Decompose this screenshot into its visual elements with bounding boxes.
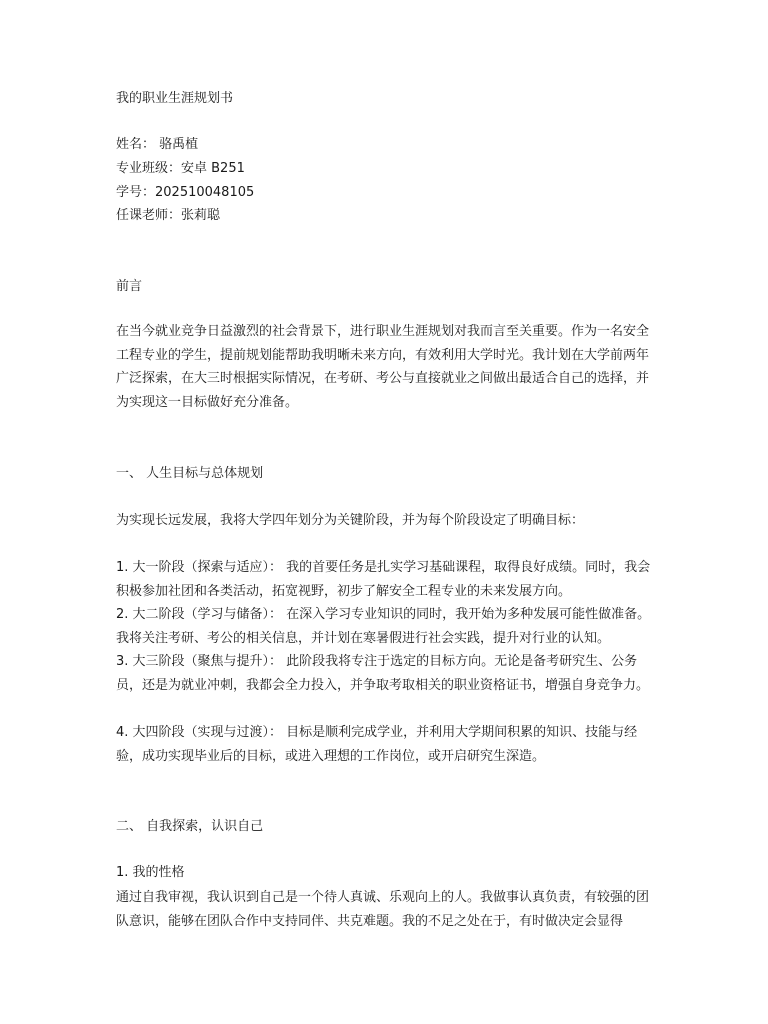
section2-sub1-body: 通过自我审视，我认识到自己是一个待人真诚、乐观向上的人。我做事认真负责，有较强的团队意识，能够在团队合作中支持同伴、共克难题。我的不足之处在于，有时做决定会显得	[116, 890, 650, 929]
section2-sub1-heading: 1. 我的性格	[116, 865, 185, 880]
preface-body: 在当今就业竞争日益激烈的社会背景下，进行职业生涯规划对我而言至关重要。作为一名安全工程专业的学生，提前规划能帮助我明晰未来方向，有效利用大学时光。我计划在大学前两年广泛探索，在大三时根据实际情况，在考研、考公与直接就业之间做出最适合自己的选择，并为实现这一目标做好充分准备。	[116, 324, 650, 410]
info-teacher: 任课老师：张莉聪	[116, 208, 221, 223]
section1-item-4: 4. 大四阶段（实现与过渡）： 目标是顺利完成学业，并利用大学期间积累的知识、技能与经验，成功实现毕业后的目标，或进入理想的工作岗位，或开启研究生深造。	[116, 725, 638, 764]
info-student-id: 学号：202510048105	[116, 185, 255, 200]
section1-item-1: 1. 大一阶段（探索与适应）： 我的首要任务是扎实学习基础课程，取得良好成绩。同时，我会积极参加社团和各类活动，拓宽视野，初步了解安全工程专业的未来发展方向。	[116, 560, 651, 599]
section1-item-2: 2. 大二阶段（学习与储备）： 在深入学习专业知识的同时，我开始为多种发展可能性做准备。我将关注考研、考公的相关信息，并计划在寒暑假进行社会实践，提升对行业的认知。	[116, 607, 651, 646]
info-name: 姓名： 骆禹植	[116, 137, 199, 152]
section1-item-3: 3. 大三阶段（聚焦与提升）： 此阶段我将专注于选定的目标方向。无论是备考研究生、公务员，还是为就业冲刺，我都会全力投入，并争取考取相关的职业资格证书，增强自身竞争力。	[116, 654, 650, 693]
preface-heading: 前言	[116, 279, 143, 294]
section1-heading: 一、 人生目标与总体规划	[116, 466, 264, 481]
info-class: 专业班级：安卓 B251	[116, 161, 245, 176]
section1-intro: 为实现长远发展，我将大学四年划分为关键阶段，并为每个阶段设定了明确目标：	[116, 513, 585, 528]
document-title: 我的职业生涯规划书	[116, 91, 234, 106]
section2-heading: 二、 自我探索，认识自己	[116, 819, 264, 834]
